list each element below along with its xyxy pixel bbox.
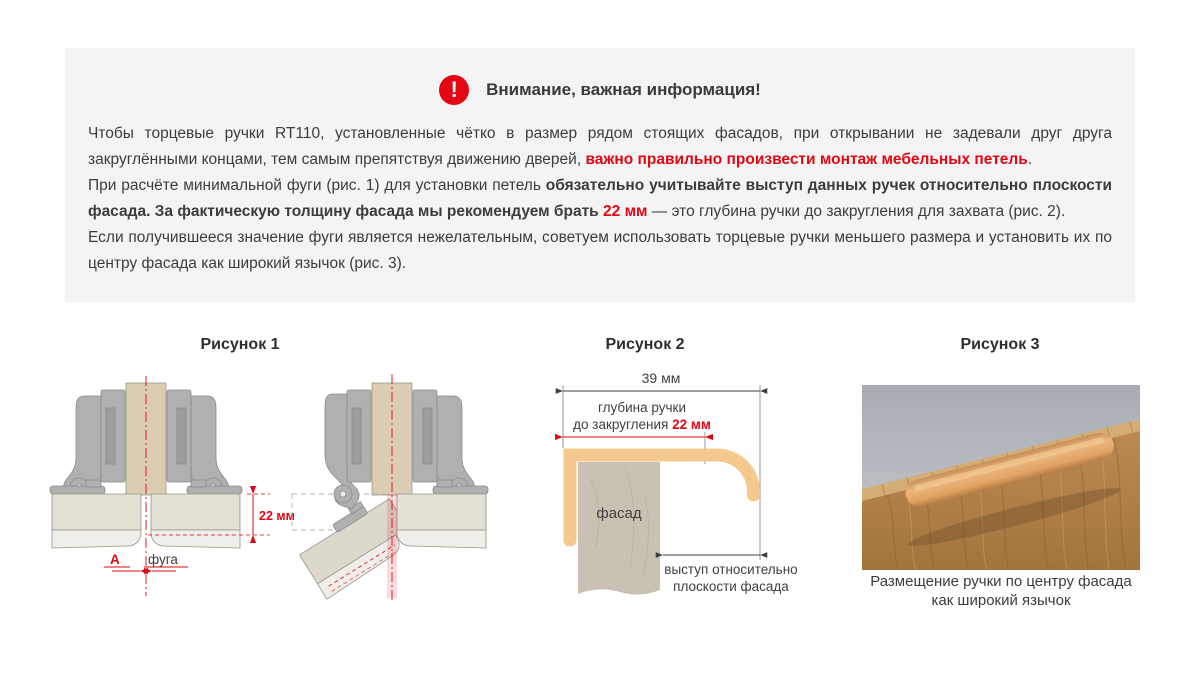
paragraph-1 (88, 121, 1112, 173)
hinge-assembly-open (292, 374, 488, 600)
p2-normal: При расчёте минимальной фуги (рис. 1) для установки петель (88, 177, 546, 194)
warning-title: Внимание, важная информация! (486, 80, 761, 99)
figure2-handle-profile (545, 368, 825, 616)
dim-22mm-label: 22 мм (259, 509, 295, 523)
protrusion-label-line1: выступ относительно (664, 562, 798, 577)
depth-label-line2: до закругления 22 мм (573, 417, 711, 432)
p2-red-bold: 22 мм (603, 203, 648, 220)
figure2-title: Рисунок 2 (605, 336, 685, 353)
p2-tail: — это глубина ручки до закругления для захвата (рис. 2). (647, 203, 1066, 220)
gap-label-fuga: фуга (148, 552, 178, 567)
caption-line2: как широкий язычок (931, 592, 1071, 609)
caption-line1: Размещение ручки по центру фасада (870, 573, 1132, 590)
dim-39mm-label: 39 мм (641, 370, 681, 386)
paragraph-3 (88, 225, 1112, 277)
figure3-photo (862, 385, 1140, 570)
exclamation-icon: ! (439, 75, 469, 105)
protrusion-label-line2: плоскости фасада (673, 579, 789, 594)
facade-label: фасад (596, 505, 642, 522)
p1-tail: . (1027, 151, 1033, 168)
paragraph-2 (88, 173, 1112, 225)
p1-normal: Чтобы торцевые ручки RT110, установленные чётко в размер рядом стоящих фасадов, при открывании не задевали друг друга закруглёнными концами, тем самым препятствуя движению дверей, (88, 125, 1112, 168)
warning-header (65, 48, 1135, 105)
info-box (65, 48, 1135, 302)
figure3-title: Рисунок 3 (960, 336, 1040, 353)
hinge-assembly-closed (50, 376, 242, 596)
figure3-caption (850, 572, 1152, 610)
figure1-title: Рисунок 1 (200, 336, 280, 353)
body-text (88, 121, 1112, 277)
p3-normal: Если получившееся значение фуги является нежелательным, советуем использовать торцевые ручки меньшего размера и установить их по центру фасада как широкий язычок (рис. 3). (88, 229, 1112, 272)
depth-label-line1: глубина ручки (598, 400, 686, 415)
p2-bold: обязательно учитывайте выступ данных ручек относительно плоскости фасада. За фактическую толщину фасада мы рекомендуем брать (88, 177, 1113, 220)
gap-letter-a: A (110, 552, 120, 567)
facade-panel (578, 462, 660, 595)
figure1-hinge-diagram (40, 370, 500, 620)
p1-red-bold: важно правильно произвести монтаж мебельных петель (585, 151, 1028, 168)
